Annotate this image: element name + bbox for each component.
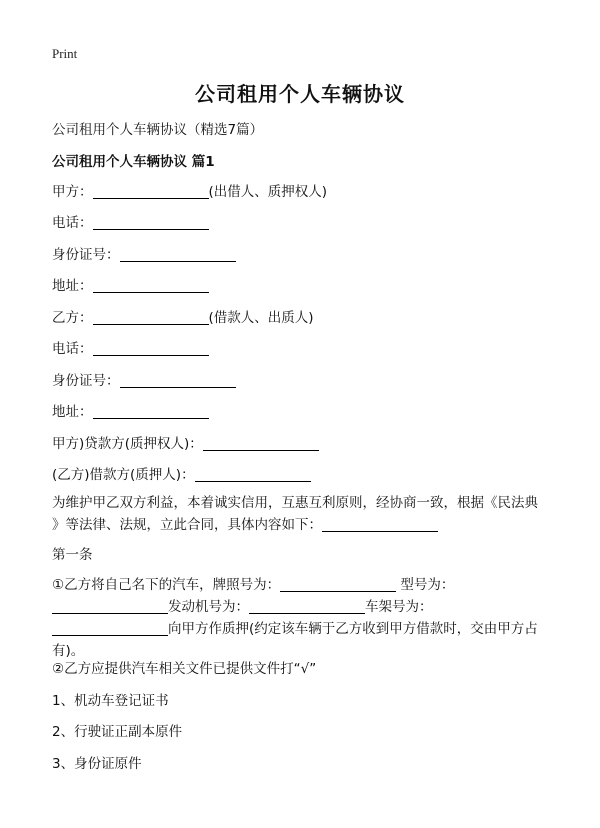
clause-1-line-4: 有)。 [52, 643, 85, 659]
party-a-field [52, 182, 327, 202]
blank-line [93, 403, 209, 419]
borrower-field [52, 465, 311, 485]
clause-1 [52, 574, 552, 662]
intro-paragraph [52, 492, 552, 536]
document-item-3: 3、身份证原件 [52, 756, 142, 772]
print-link[interactable]: Print [52, 46, 78, 61]
blank-line [93, 214, 209, 230]
clause-1-line-3: 向甲方作质押(约定该车辆于乙方收到甲方借款时，交由甲方占 [52, 618, 552, 640]
field-label: 甲方： [52, 184, 93, 200]
party-b-address-field [52, 402, 209, 422]
document-title: 公司租用个人车辆协议 [195, 82, 405, 106]
field-label: 地址： [52, 404, 93, 420]
clause-2: ②乙方应提供汽车相关文件已提供文件打“√” [52, 661, 317, 677]
document-item-2: 2、行驶证正副本原件 [52, 724, 183, 740]
blank-line [52, 620, 168, 636]
blank-line [249, 598, 365, 614]
blank-line [195, 466, 311, 482]
clause-1-line-1: ①乙方将自己名下的汽车，牌照号为： 型号为： [52, 577, 455, 593]
article-heading: 第一条 [52, 547, 93, 563]
intro-line-1: 为维护甲乙双方利益，本着诚实信用，互惠互利原则，经协商一致，根据《民法典 [52, 495, 538, 511]
blank-line [93, 309, 209, 325]
field-label: 甲方)贷款方(质押权人)： [52, 436, 203, 452]
field-label: 身份证号： [52, 247, 120, 263]
field-label: 身份证号： [52, 373, 120, 389]
party-b-field [52, 308, 314, 328]
field-label: 乙方： [52, 310, 93, 326]
intro-line-2: 》等法律、法规，立此合同，具体内容如下： [52, 514, 552, 536]
clause-1-line-2: 发动机号为： 车架号为： [52, 596, 552, 618]
field-label: 地址： [52, 278, 93, 294]
field-label: 电话： [52, 341, 93, 357]
blank-line [93, 277, 209, 293]
blank-line [52, 598, 168, 614]
field-suffix: (出借人、质押权人) [208, 184, 328, 200]
party-a-address-field [52, 276, 209, 296]
field-label: (乙方)借款方(质押人)： [52, 467, 195, 483]
blank-line [322, 516, 438, 532]
blank-line [120, 372, 236, 388]
blank-line [120, 246, 236, 262]
blank-line [93, 340, 209, 356]
field-label: 电话： [52, 215, 93, 231]
party-a-phone-field [52, 213, 209, 233]
document-subtitle: 公司租用个人车辆协议（精选7篇） [52, 122, 264, 138]
field-suffix: (借款人、出质人) [208, 310, 314, 326]
section-heading: 公司租用个人车辆协议 篇1 [52, 154, 215, 170]
blank-line [203, 435, 319, 451]
party-b-phone-field [52, 339, 209, 359]
lender-field [52, 434, 319, 454]
party-b-id-field [52, 371, 236, 391]
blank-line [280, 576, 396, 592]
blank-line [93, 183, 209, 199]
party-a-id-field [52, 245, 236, 265]
document-item-1: 1、机动车登记证书 [52, 693, 169, 709]
